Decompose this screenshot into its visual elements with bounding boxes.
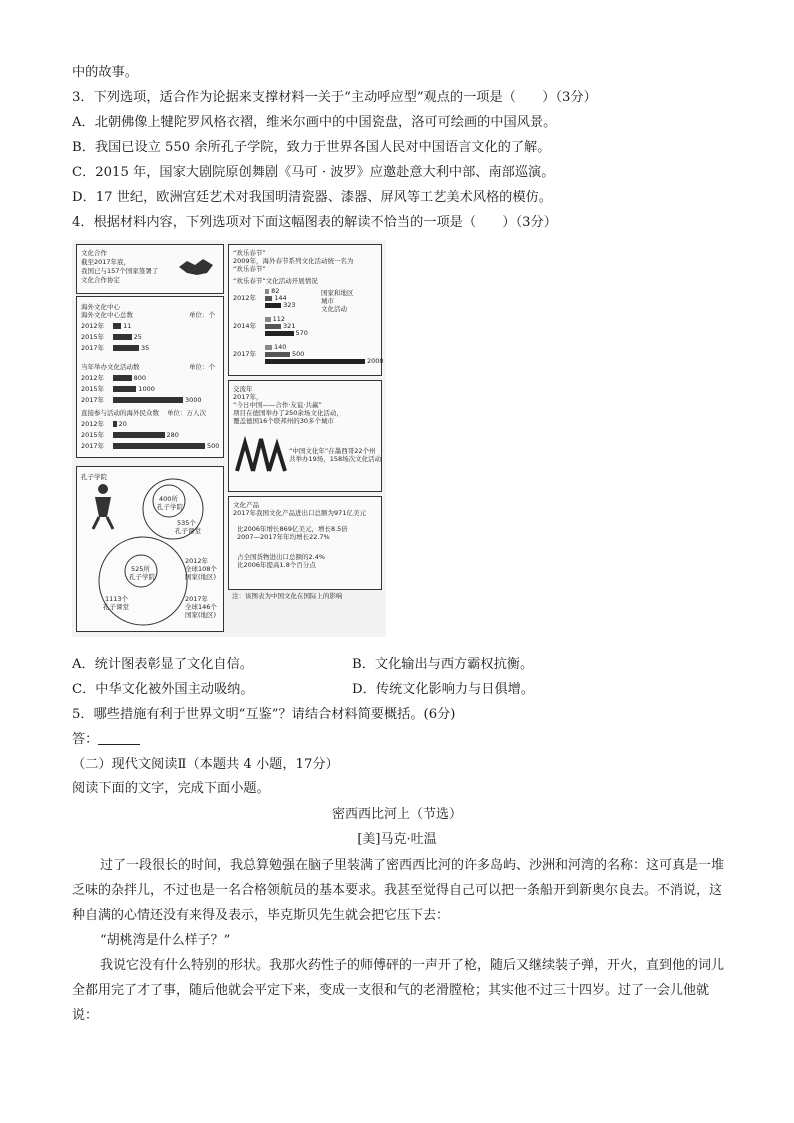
- fig-text: 文化产品: [233, 501, 259, 509]
- legend-country: 国家和地区: [321, 289, 354, 297]
- spring-bar: [265, 317, 271, 322]
- answer-label: 答：: [72, 732, 99, 747]
- spring-value-label: 112: [272, 315, 286, 323]
- answer-blank[interactable]: [98, 730, 140, 745]
- fig-text: 截至2017年底，: [81, 258, 131, 266]
- cultural-products-box: [228, 496, 382, 590]
- audience-value-label: 500: [207, 442, 220, 450]
- fig-text: 全球146个: [185, 603, 217, 611]
- fig-text: 国家(地区): [185, 573, 217, 581]
- fig-text: 占全国货物进出口总额的2.4%: [237, 553, 326, 561]
- spring-value-label: 2000: [367, 357, 384, 365]
- question-3-option-c[interactable]: C．2015 年，国家大剧院原创舞剧《马可 · 波罗》应邀赴意大利中部、南部巡演。: [72, 165, 555, 180]
- fig-text: 2009年，海外春节系列文化活动统一名为: [233, 257, 354, 265]
- culture-agreement-box: [76, 244, 224, 294]
- activity-bar: [113, 375, 132, 381]
- fig-text: 孔子学院: [81, 473, 107, 481]
- question-4-option-d[interactable]: D．传统文化影响力与日俱增。: [352, 682, 535, 697]
- question-4: 4．根据材料内容，下列选项对下面这幅图表的解读不恰当的一项是（ ）（3分）: [72, 215, 557, 230]
- fig-text: 2012年: [185, 557, 209, 565]
- spring-value-label: 323: [283, 301, 296, 309]
- fig-text: “今日中国——合作·友谊·共赢”: [233, 401, 322, 409]
- fig-text: 当年举办文化活动数: [81, 363, 140, 371]
- audience-bar: [113, 421, 117, 427]
- spring-value-label: 82: [271, 287, 280, 295]
- audience-year-label: 2012年: [81, 420, 105, 428]
- spring-bar: [265, 331, 294, 336]
- spring-festival-box: [228, 244, 382, 376]
- activity-value-label: 800: [133, 374, 147, 382]
- audience-value-label: 280: [166, 431, 179, 439]
- activity-year-label: 2017年: [81, 396, 105, 404]
- section-heading: （二）现代文阅读Ⅱ（本题共 4 小题，17分）: [72, 757, 339, 772]
- reading-instruction: 阅读下面的文字，完成下面小题。: [72, 781, 270, 796]
- activity-value-label: 3000: [185, 396, 202, 404]
- audience-value-label: 20: [118, 420, 127, 428]
- spring-bar: [265, 303, 281, 308]
- activity-bar: [113, 386, 136, 392]
- center-bar: [113, 334, 132, 340]
- legend-city: 城市: [321, 297, 334, 305]
- spring-value-label: 500: [292, 350, 305, 358]
- fig-text: 文化合作协定: [81, 276, 120, 284]
- fig-text: 共举办19场，158场次文化活动: [289, 455, 382, 463]
- question-4-option-c[interactable]: C．中华文化被外国主动吸纳。: [72, 682, 254, 697]
- question-4-option-a[interactable]: A．统计图表彰显了文化自信。: [72, 657, 253, 672]
- article-author: [美]马克·吐温: [357, 832, 437, 847]
- fig-text: 交流年: [233, 385, 253, 393]
- fig-text: 我国已与157个国家签署了: [81, 267, 159, 275]
- activity-bar: [113, 397, 183, 403]
- spring-value-label: 321: [283, 322, 296, 330]
- fig-text: 比2006年增长869亿美元，增长8.5倍: [237, 525, 348, 533]
- fig-text: 项目在德国举办了250余场文化活动，: [233, 409, 343, 417]
- fig-text: 孔子课堂: [103, 603, 129, 611]
- fig-text: 2007—2017年年均增长22.7%: [237, 533, 330, 541]
- fig-text: 直接参与活动的海外民众数: [81, 409, 159, 417]
- fig-text: 单位：个: [189, 311, 215, 319]
- fig-text: 国家(地区): [185, 611, 217, 619]
- question-3-option-a[interactable]: A．北朝佛像上犍陀罗风格衣褶，维米尔画中的中国瓷盘，洛可可绘画的中国风景。: [72, 115, 557, 130]
- spring-bar: [265, 296, 272, 301]
- spring-bar: [265, 345, 272, 350]
- fig-text: 单位：个: [189, 363, 215, 371]
- fig-text: 孔子学院: [157, 503, 183, 511]
- activity-year-label: 2012年: [81, 374, 105, 382]
- fig-text: 覆盖德国16个联邦州的30多个城市: [233, 417, 335, 425]
- center-year-label: 2017年: [81, 344, 105, 352]
- fig-text: 文化合作: [81, 249, 107, 257]
- spring-value-label: 144: [274, 294, 287, 302]
- confucius-box: [76, 466, 224, 632]
- activity-year-label: 2015年: [81, 385, 105, 393]
- fig-text: “欢乐春节”文化活动开展情况: [233, 277, 318, 285]
- dancers-icon: [233, 433, 289, 473]
- text-continuation: 中的故事。: [72, 65, 138, 80]
- question-4-option-b[interactable]: B．文化输出与西方霸权抗衡。: [352, 657, 534, 672]
- article-paragraph-1: 过了一段很长的时间，我总算勉强在脑子里装满了密西西比河的许多岛屿、沙洲和河湾的名称：这可真是一堆乏味的杂拌儿，不过也是一名合格领航员的基本要求。我甚至觉得自己可以把一条船开到新奥尔良去。不消说，这种自满的心情还没有来得及表示，毕克斯贝先生就会把它压下去：: [72, 858, 725, 923]
- activity-value-label: 1000: [138, 385, 155, 393]
- exchange-year-box: [228, 380, 382, 492]
- audience-bar: [113, 443, 205, 449]
- fig-text: 2017年，: [233, 393, 263, 401]
- spring-year-label: 2014年: [233, 322, 257, 330]
- center-value-label: 11: [123, 322, 132, 330]
- fig-text: 400所: [159, 495, 178, 503]
- spring-bar: [265, 352, 290, 357]
- spring-bar: [265, 359, 365, 364]
- audience-year-label: 2015年: [81, 431, 105, 439]
- spring-bar: [265, 289, 269, 294]
- question-3-option-d[interactable]: D．17 世纪，欧洲宫廷艺术对我国明清瓷器、漆器、屏风等工艺美术风格的模仿。: [72, 190, 552, 205]
- article-paragraph-3: 我说它没有什么特别的形状。我那火药性子的师傅砰的一声开了枪，随后又继续装子弹，开火，直到他的词儿全都用完了才了事，随后他就会平定下来，变成一支很和气的老滑膛枪；其实他不过三十四岁。过了一会儿他就说：: [72, 958, 725, 1023]
- audience-year-label: 2017年: [81, 442, 105, 450]
- center-bar: [113, 323, 121, 329]
- spring-year-label: 2017年: [233, 350, 257, 358]
- fig-text: 孔子学院: [129, 573, 155, 581]
- fig-text: 单位：万人次: [167, 409, 206, 417]
- center-year-label: 2012年: [81, 322, 105, 330]
- answer-line[interactable]: [72, 730, 140, 750]
- fig-text: 比2006年提高1.8个百分点: [237, 561, 316, 569]
- fig-text: “欢乐春节”: [233, 249, 266, 257]
- fig-text: 全球108个: [185, 565, 217, 573]
- fig-text: 535个: [177, 519, 196, 527]
- fig-text: “欢乐春节”: [233, 265, 266, 273]
- question-3: 3．下列选项，适合作为论据来支撑材料一关于“主动呼应型”观点的一项是（ ）（3分）: [72, 90, 597, 105]
- legend-activity: 文化活动: [321, 305, 347, 313]
- spring-value-label: 140: [274, 343, 287, 351]
- fig-text: 525所: [131, 565, 150, 573]
- center-value-label: 35: [141, 344, 150, 352]
- question-3-option-b[interactable]: B．我国已设立 550 余所孔子学院，致力于世界各国人民对中国语言文化的了解。: [72, 140, 551, 155]
- center-bar: [113, 345, 139, 351]
- fig-text: “中国文化年”在墨西哥22个州: [289, 447, 376, 455]
- fig-text: 2017年: [185, 595, 209, 603]
- overseas-centers-box: [76, 296, 224, 458]
- fig-text: 1113个: [105, 595, 129, 603]
- center-year-label: 2015年: [81, 333, 105, 341]
- fig-text: 孔子课堂: [175, 527, 201, 535]
- center-value-label: 25: [133, 333, 142, 341]
- figure-note: 注：该图表为中国文化在国际上的影响: [232, 592, 343, 600]
- audience-bar: [113, 432, 165, 438]
- handshake-icon: [177, 253, 215, 279]
- article-paragraph-2: “胡桃湾是什么样子？”: [100, 933, 231, 948]
- spring-value-label: 570: [295, 329, 308, 337]
- spring-year-label: 2012年: [233, 294, 257, 302]
- fig-text: 海外文化中心: [81, 303, 120, 311]
- fig-text: 海外文化中心总数: [81, 311, 133, 319]
- question-5: 5．哪些措施有利于世界文明“互鉴”？请结合材料简要概括。(6分): [72, 707, 456, 722]
- article-title: 密西西比河上（节选）: [331, 807, 462, 822]
- fig-text: 2017年我国文化产品进出口总额为971亿美元: [233, 509, 366, 517]
- spring-bar: [265, 324, 281, 329]
- infographic-figure: [72, 240, 386, 637]
